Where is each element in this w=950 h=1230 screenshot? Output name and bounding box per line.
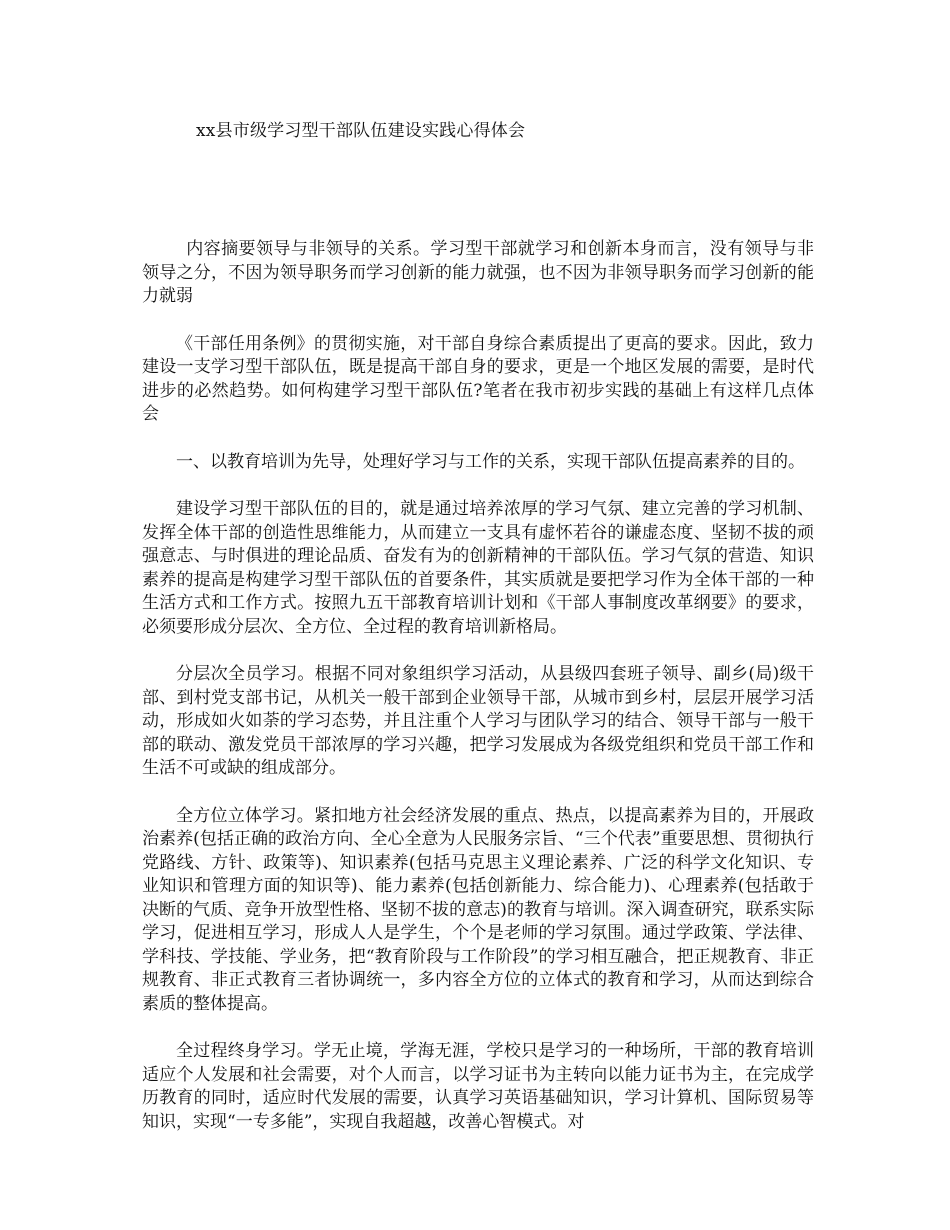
document-title: xx县市级学习型干部队伍建设实践心得体会	[196, 121, 526, 141]
body-paragraph: 分层次全员学习。根据不同对象组织学习活动，从县级四套班子领导、副乡(局)级干部、到村党支部书记，从机关一般干部到企业领导干部，从城市到乡村，层层开展学习活动，形成如火如荼的学习态势，并且注重个人学习与团队学习的结合、领导干部与一般干部的联动、激发党员干部浓厚的学习兴趣，把学习发展成为各级党组织和党员干部工作和生活不可或缺的组成部分。	[142, 664, 814, 778]
body-paragraph: 全方位立体学习。紧扣地方社会经济发展的重点、热点，以提高素养为目的，开展政治素养(包括正确的政治方向、全心全意为人民服务宗旨、“三个代表”重要思想、贯彻执行党路线、方针、政策等)、知识素养(包括马克思主义理论素养、广泛的科学文化知识、专业知识和管理方面的知识等)、能力素养(包括创新能力、综合能力)、心理素养(包括敢于决断的气质、竞争开放型性格、坚韧不拔的意志)的教育与培训。深入调查研究，联系实际学习，促进相互学习，形成人人是学生，个个是老师的学习氛围。通过学政策、学法律、学科技、学技能、学业务，把“教育阶段与工作阶段”的学习相互融合，把正规教育、非正规教育、非正式教育三者协调统一，多内容全方位的立体式的教育和学习，从而达到综合素质的整体提高。	[142, 805, 814, 1014]
body-paragraph: 全过程终身学习。学无止境，学海无涯，学校只是学习的一种场所，干部的教育培训适应个人发展和社会需要，对个人而言，以学习证书为主转向以能力证书为主，在完成学历教育的同时，适应时代发展的需要，认真学习英语基础知识，学习计算机、国际贸易等知识，实现“一专多能”，实现自我超越，改善心智模式。对	[142, 1041, 814, 1132]
section-heading-1: 一、以教育培训为先导，处理好学习与工作的关系，实现干部队伍提高素养的目的。	[176, 451, 805, 472]
body-paragraph: 建设学习型干部队伍的目的，就是通过培养浓厚的学习气氛、建立完善的学习机制、发挥全体干部的创造性思维能力，从而建立一支具有虚怀若谷的谦虚态度、坚韧不拔的顽强意志、与时俱进的理论品质、奋发有为的创新精神的干部队伍。学习气氛的营造、知识素养的提高是构建学习型干部队伍的首要条件，其实质就是要把学习作为全体干部的一种生活方式和工作方式。按照九五干部教育培训计划和《干部人事制度改革纲要》的要求，必须要形成分层次、全方位、全过程的教育培训新格局。	[142, 499, 814, 637]
intro-paragraph: 《干部任用条例》的贯彻实施，对干部自身综合素质提出了更高的要求。因此，致力建设一支学习型干部队伍，既是提高干部自身的要求，更是一个地区发展的需要，是时代进步的必然趋势。如何构建学习型干部队伍?笔者在我市初步实践的基础上有这样几点体会	[142, 333, 814, 424]
document-body	[142, 238, 814, 1158]
abstract-paragraph: 内容摘要领导与非领导的关系。学习型干部就学习和创新本身而言，没有领导与非领导之分，不因为领导职务而学习创新的能力就强，也不因为非领导职务而学习创新的能力就弱	[142, 239, 814, 306]
